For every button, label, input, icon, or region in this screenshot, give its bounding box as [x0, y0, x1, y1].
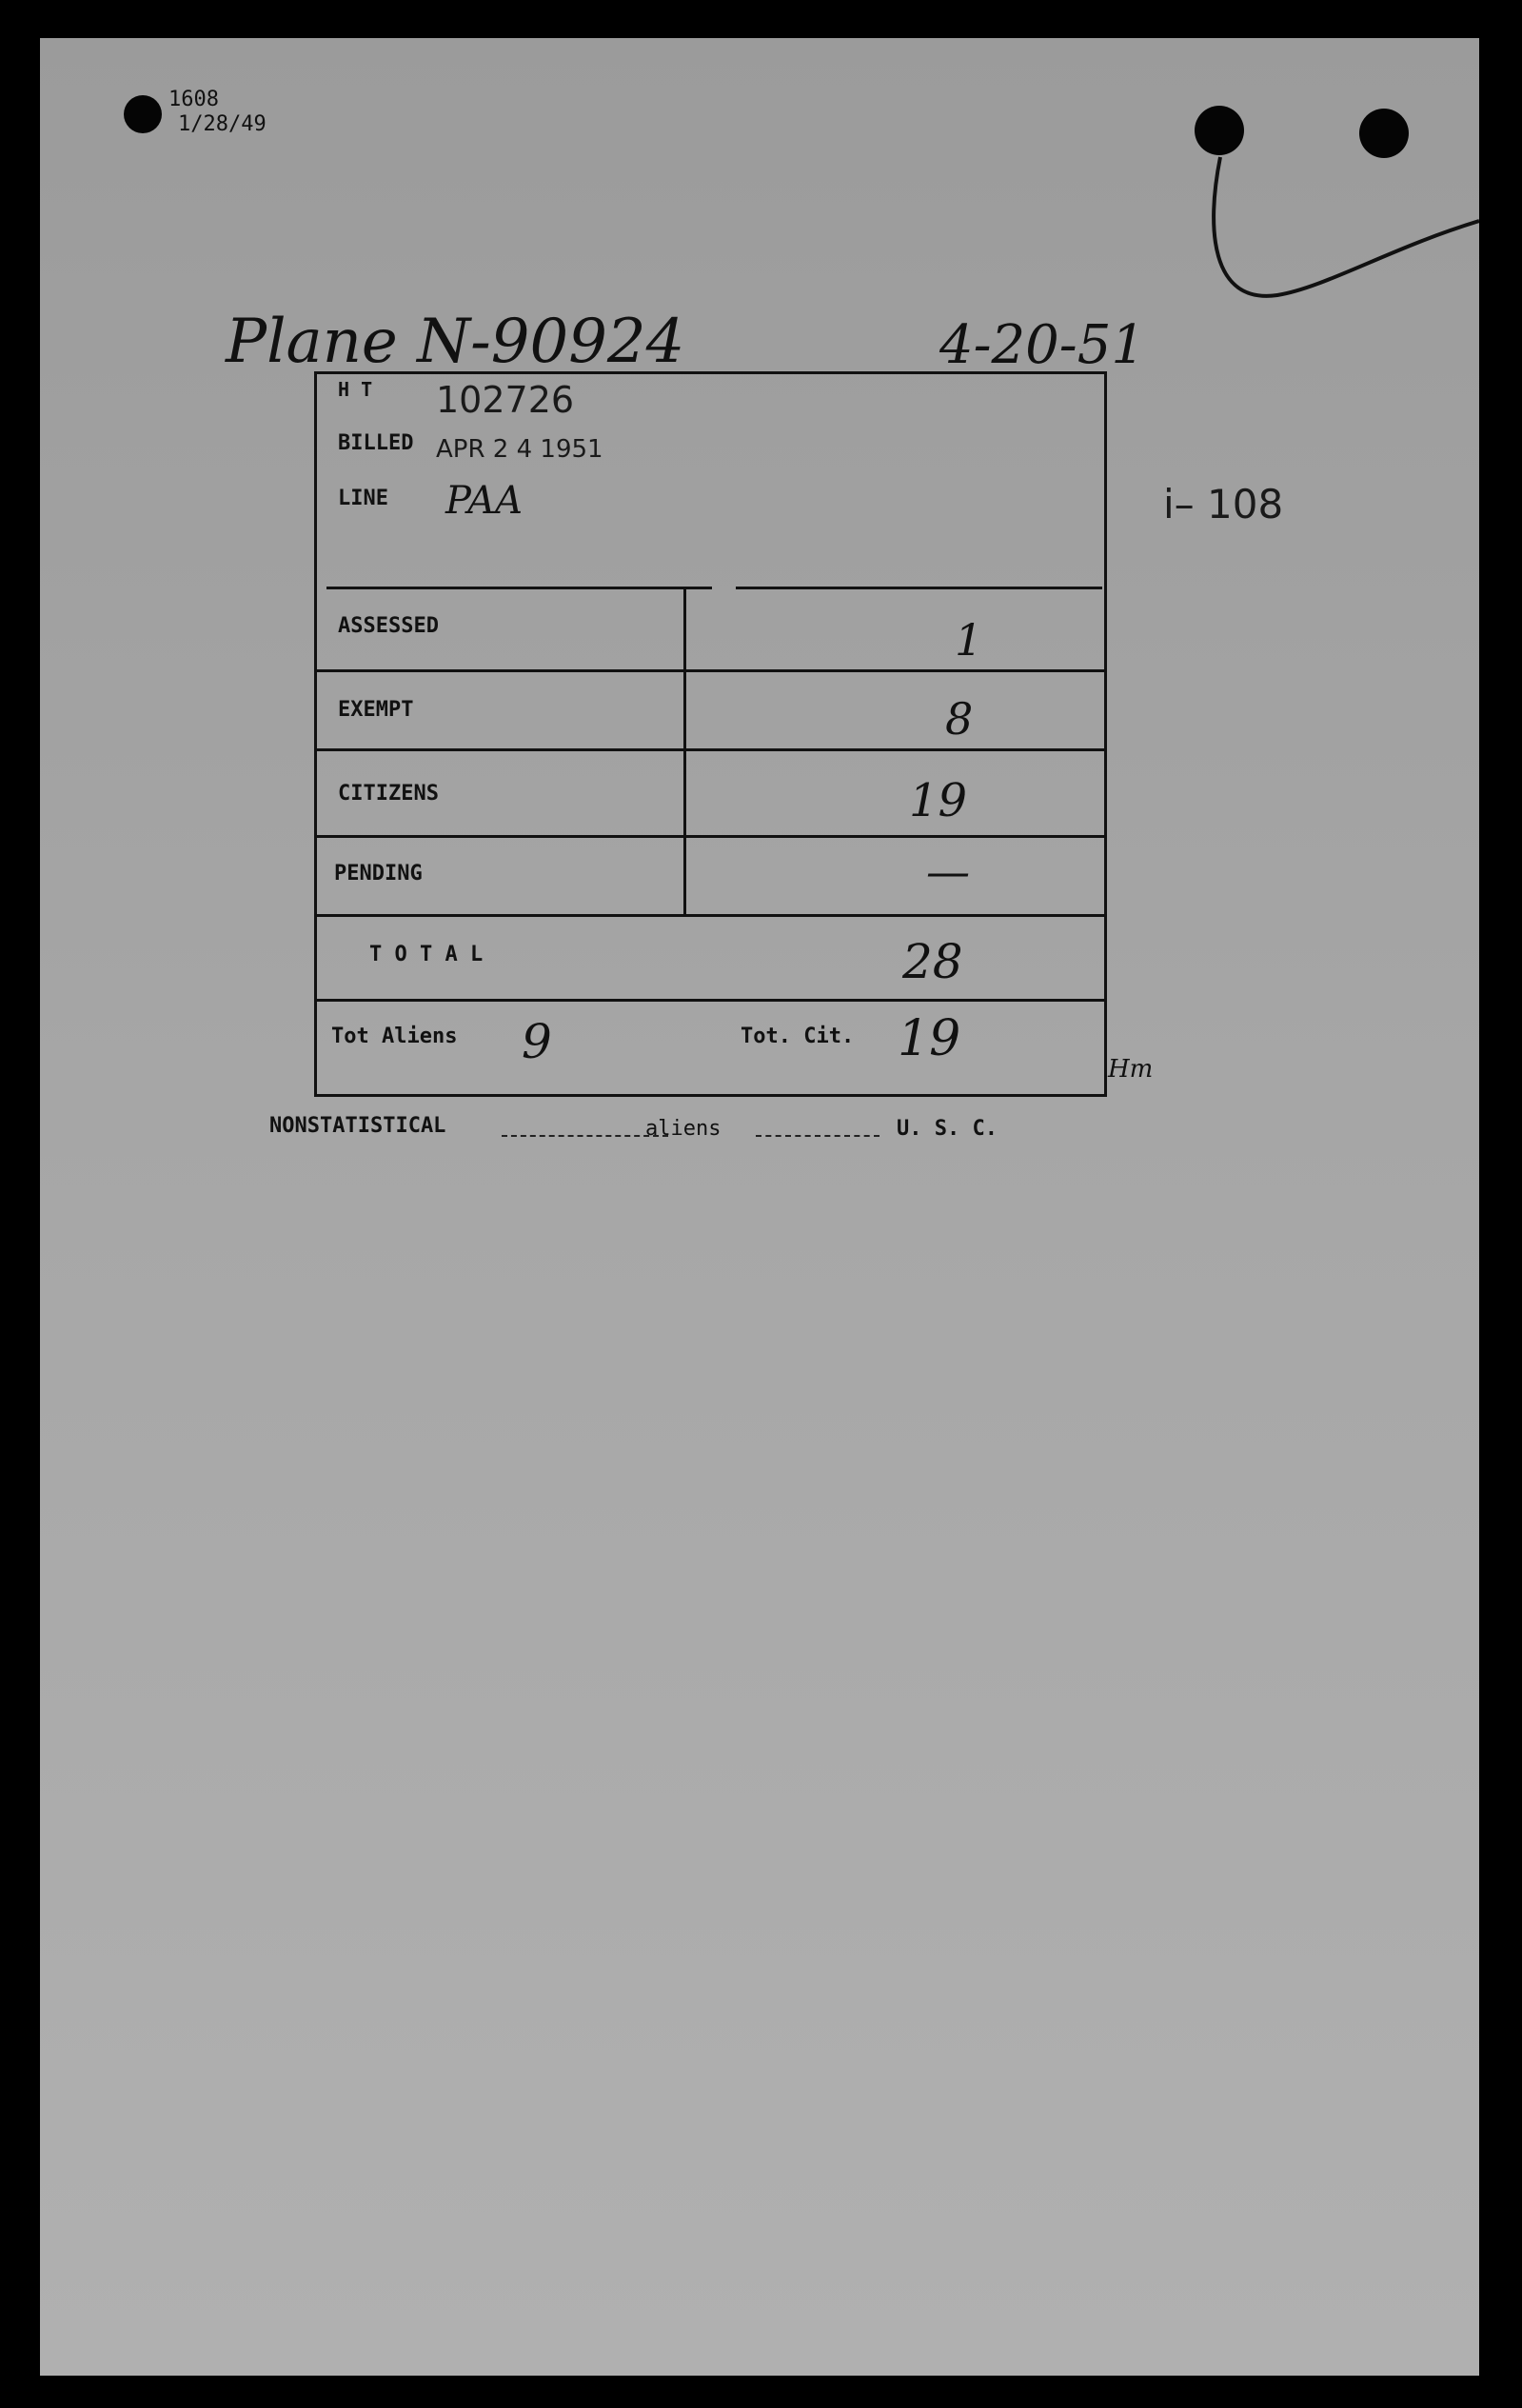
ht-number: 102726	[436, 379, 575, 421]
tot-cit-value: 19	[898, 1010, 961, 1067]
divider-top-right	[736, 587, 1102, 589]
ht-label: H T	[338, 378, 373, 401]
handwritten-plane-number: Plane N-90924	[226, 307, 685, 377]
corner-ink-blot	[124, 95, 162, 133]
handwritten-date: 4-20-51	[939, 314, 1145, 376]
divider-row-1	[317, 669, 1105, 672]
divider-row-5	[317, 999, 1105, 1002]
usc-label: U. S. C.	[897, 1117, 998, 1141]
exempt-value: 8	[945, 693, 974, 745]
citizens-label: CITIZENS	[338, 782, 439, 806]
corner-note-date: 1/28/49	[178, 112, 267, 136]
column-divider	[683, 588, 686, 914]
tot-aliens-value: 9	[522, 1014, 552, 1069]
nonstatistical-label: NONSTATISTICAL	[269, 1114, 446, 1138]
nonstatistical-usc-blank	[756, 1135, 880, 1137]
divider-row-4	[317, 914, 1105, 917]
initials: Hm	[1108, 1055, 1154, 1084]
corner-note-number: 1608	[168, 88, 219, 111]
line-value: PAA	[445, 479, 524, 523]
total-value: 28	[902, 934, 963, 989]
manifest-form	[314, 371, 1107, 1097]
divider-top-left	[326, 587, 712, 589]
assessed-label: ASSESSED	[338, 614, 439, 638]
pending-label: PENDING	[334, 862, 423, 886]
pending-value: —	[926, 846, 970, 897]
document-sheet	[40, 38, 1479, 2376]
billed-label: BILLED	[338, 431, 414, 455]
line-label: LINE	[338, 487, 388, 510]
billed-date-stamp: APR 2 4 1951	[436, 435, 603, 464]
divider-row-2	[317, 748, 1105, 751]
exempt-label: EXEMPT	[338, 698, 414, 722]
aliens-label: aliens	[645, 1117, 721, 1141]
assessed-value: 1	[955, 614, 983, 666]
tot-cit-label: Tot. Cit.	[741, 1025, 855, 1048]
total-label: T O T A L	[369, 943, 484, 966]
side-number: i– 108	[1163, 481, 1284, 527]
divider-row-3	[317, 835, 1105, 838]
tot-aliens-label: Tot Aliens	[331, 1025, 458, 1048]
nonstatistical-aliens-blank	[502, 1135, 668, 1137]
citizens-value: 19	[909, 774, 968, 827]
